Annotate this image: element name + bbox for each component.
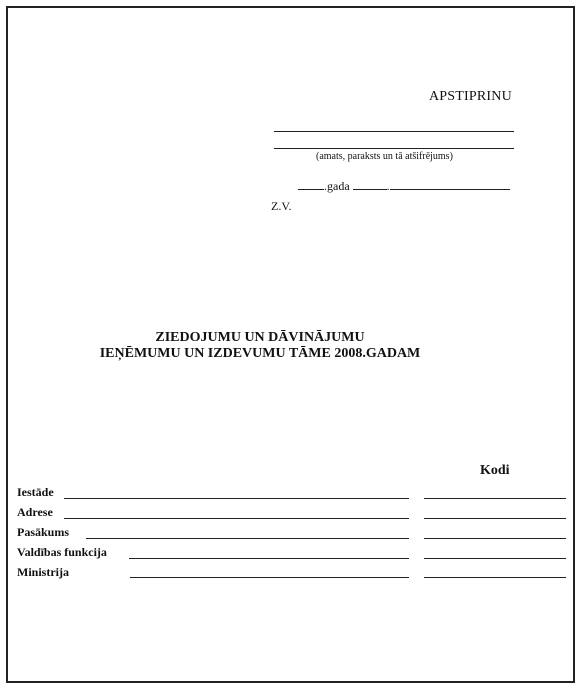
code-line-address [424, 518, 566, 519]
day-blank [353, 179, 387, 190]
field-line-event [86, 538, 409, 539]
code-line-institution [424, 498, 566, 499]
field-line-ministry [130, 577, 409, 578]
field-line-government-function [129, 558, 409, 559]
month-blank [390, 179, 510, 190]
code-line-ministry [424, 577, 566, 578]
approval-heading: APSTIPRINU [429, 89, 512, 104]
signature-caption: (amats, paraksts un tā atšifrējums) [316, 151, 453, 162]
field-label-institution: Iestāde [17, 485, 54, 499]
codes-heading: Kodi [480, 463, 510, 478]
document-title-line-1: ZIEDOJUMU UN DĀVINĀJUMU [155, 330, 365, 345]
signature-line-1 [274, 131, 514, 132]
approval-date-row [298, 179, 510, 194]
document-title-line-2: IEŅĒMUMU UN IZDEVUMU TĀME 2008.GADAM [99, 346, 421, 361]
seal-mark: Z.V. [271, 199, 292, 213]
date-separator: . [386, 179, 390, 193]
year-blank [298, 179, 324, 190]
field-label-government-function: Valdības funkcija [17, 545, 107, 559]
code-line-event [424, 538, 566, 539]
year-suffix: .gada [324, 179, 350, 193]
signature-line-2 [274, 148, 514, 149]
code-line-government-function [424, 558, 566, 559]
field-label-ministry: Ministrija [17, 565, 69, 579]
field-line-institution [64, 498, 409, 499]
field-label-event: Pasākums [17, 525, 70, 539]
field-line-address [64, 518, 409, 519]
field-label-address: Adrese [17, 505, 53, 519]
